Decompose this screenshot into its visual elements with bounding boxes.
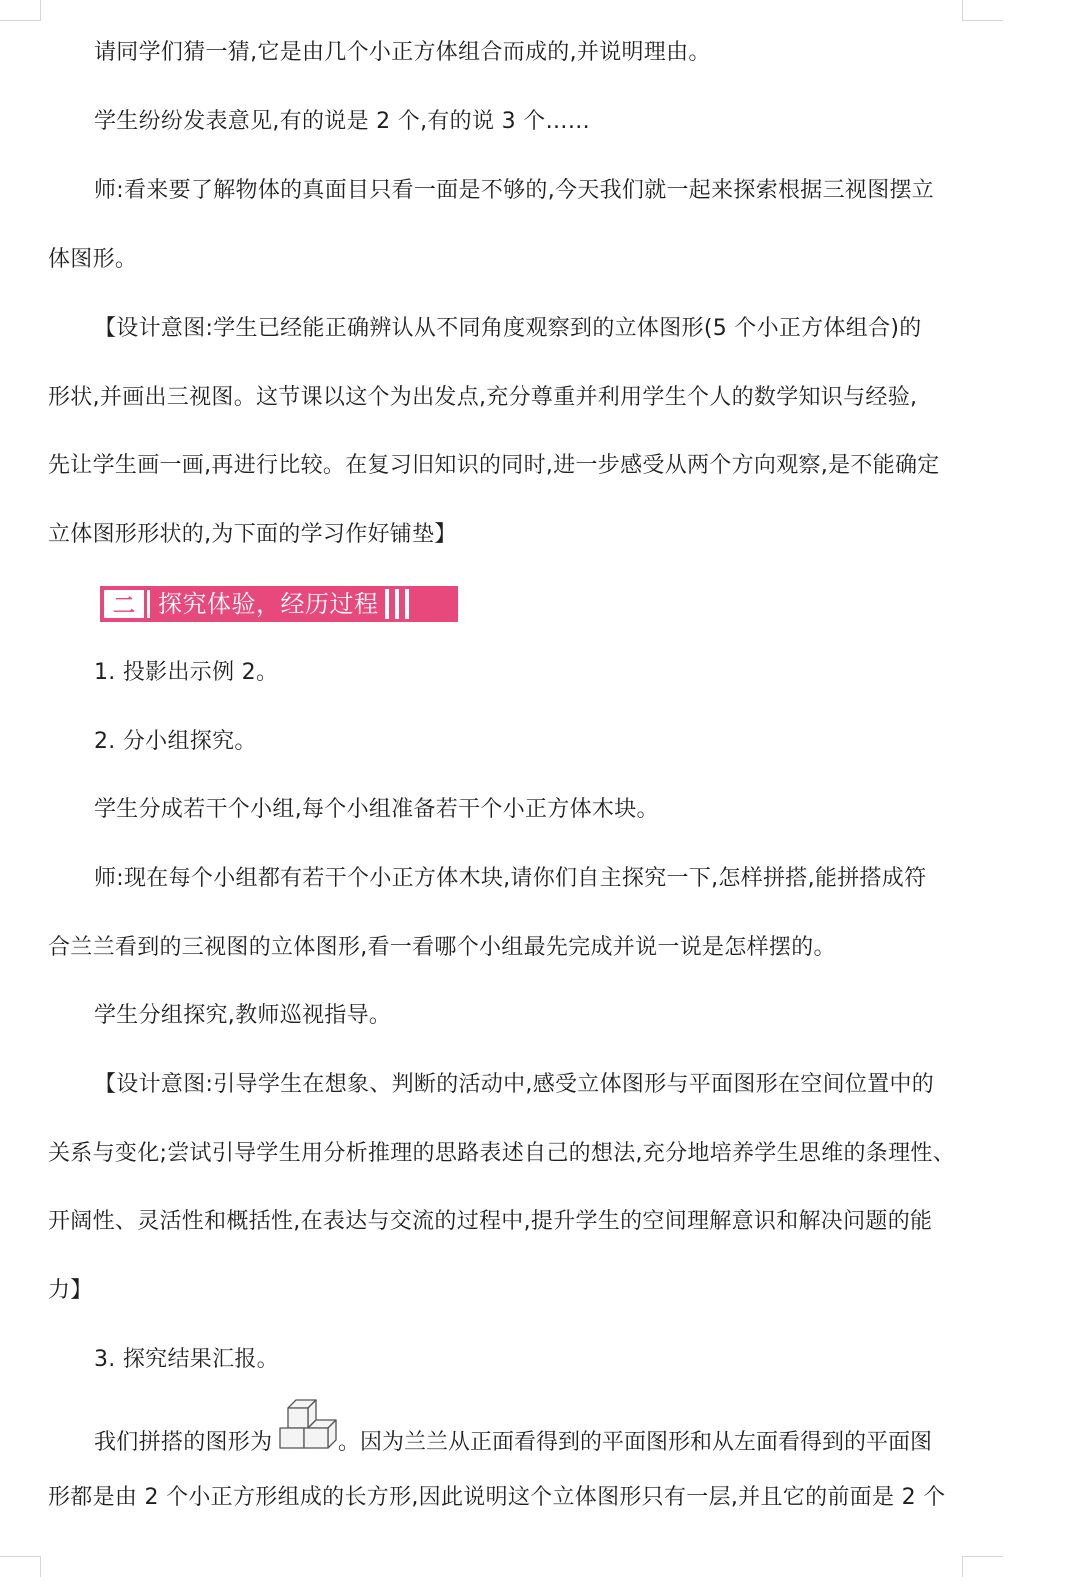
design-intent-line: 【设计意图:学生已经能正确辨认从不同角度观察到的立体图形(5 个小正方体组合)的 [94,316,922,341]
banner-divider [395,589,399,619]
crop-mark-bottom-right [962,1556,1003,1577]
design-intent-line: 关系与变化;尝试引导学生用分析推理的思路表述自己的想法,充分地培养学生思维的条理性、 [48,1141,956,1166]
crop-mark-top-right [962,0,1003,21]
banner-divider [385,589,389,619]
paragraph-line: 体图形。 [48,247,138,272]
section-heading-banner [100,586,458,622]
paragraph-line: 形都是由 2 个小正方形组成的长方形,因此说明这个立体图形只有一层,并且它的前面是 2 个 [48,1485,946,1510]
design-intent-line: 立体图形形状的,为下面的学习作好铺垫】 [48,522,457,547]
design-intent-line: 开阔性、灵活性和概括性,在表达与交流的过程中,提升学生的空间理解意识和解决问题的能 [48,1209,933,1234]
section-number: 二 [104,590,144,618]
design-intent-line: 形状,并画出三视图。这节课以这个为出发点,充分尊重并利用学生个人的数学知识与经验, [48,385,918,410]
paragraph-line: 我们拼搭的图形为 [94,1430,273,1455]
paragraph-line: 师:现在每个小组都有若干个小正方体木块,请你们自主探究一下,怎样拼搭,能拼搭成符 [94,866,927,891]
paragraph-line: 师:看来要了解物体的真面目只看一面是不够的,今天我们就一起来探索根据三视图摆立 [94,178,935,203]
paragraph-line: 请同学们猜一猜,它是由几个小正方体组合而成的,并说明理由。 [94,40,711,65]
stacked-cubes-icon [278,1398,338,1450]
crop-mark-top-left [0,0,41,21]
paragraph-line: 合兰兰看到的三视图的立体图形,看一看哪个小组最先完成并说一说是怎样摆的。 [48,935,836,960]
design-intent-line: 力】 [48,1278,93,1303]
paragraph-line: 学生纷纷发表意见,有的说是 2 个,有的说 3 个…… [94,109,591,134]
section-title: 探究体验，经历过程 [158,590,379,618]
banner-divider [147,590,150,618]
banner-divider [405,589,409,619]
list-item: 2. 分小组探究。 [94,729,257,754]
list-item: 3. 探究结果汇报。 [94,1347,279,1372]
design-intent-line: 【设计意图:引导学生在想象、判断的活动中,感受立体图形与平面图形在空间位置中的 [94,1072,935,1097]
paragraph-line: 。因为兰兰从正面看得到的平面图形和从左面看得到的平面图 [338,1430,933,1455]
paragraph-line: 学生分组探究,教师巡视指导。 [94,1003,392,1028]
crop-mark-bottom-left [0,1556,41,1577]
design-intent-line: 先让学生画一画,再进行比较。在复习旧知识的同时,进一步感受从两个方向观察,是不能确定 [48,453,940,478]
paragraph-line: 学生分成若干个小组,每个小组准备若干个小正方体木块。 [94,797,659,822]
list-item: 1. 投影出示例 2。 [94,660,279,685]
